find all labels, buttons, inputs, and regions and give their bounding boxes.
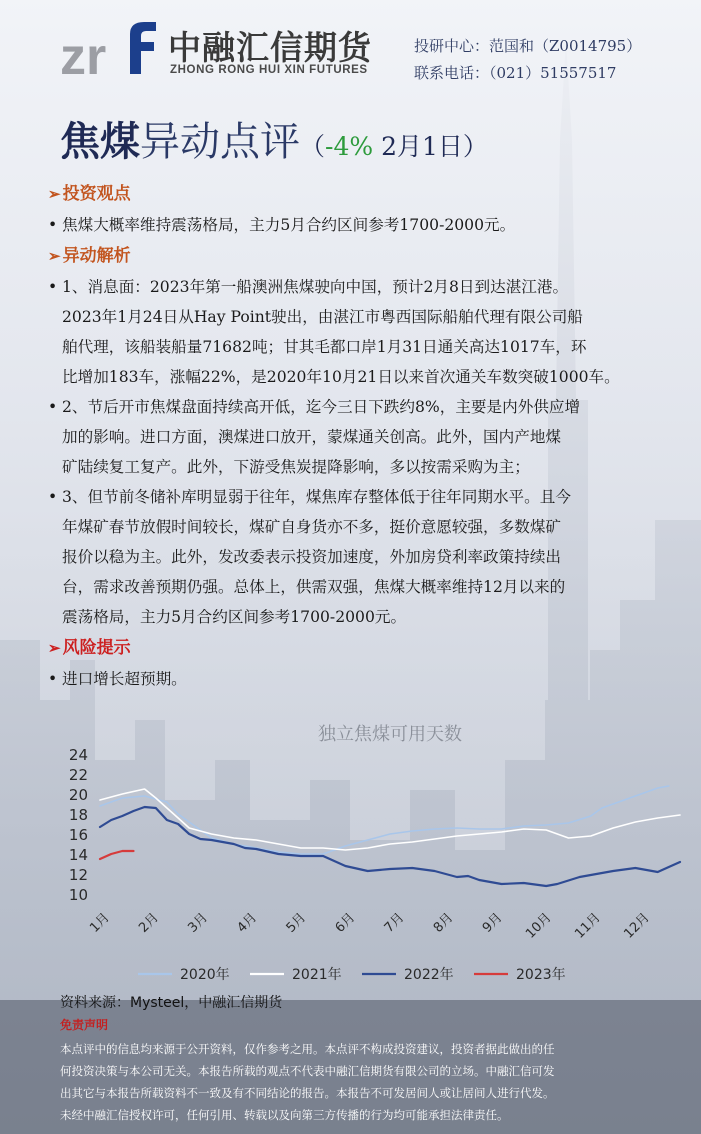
report-body (48, 178, 688, 694)
x-tick-label: 2月 (136, 910, 162, 936)
view-paragraph (48, 210, 688, 240)
x-tick-label: 8月 (430, 910, 457, 936)
y-tick-label: 12 (68, 866, 88, 884)
company-logo-icon (60, 12, 160, 82)
x-tick-label: 7月 (381, 910, 408, 936)
y-tick-label: 18 (68, 806, 88, 824)
analysis-item (48, 482, 688, 632)
x-tick-label: 6月 (332, 910, 359, 936)
phone-line: 联系电话：（021）51557517 (414, 64, 617, 82)
disclaimer-line: 出其它与本报告所载资料不一致及有不同结论的报告。本报告不可发居间人或让居间人进行代发。 (60, 1086, 555, 1100)
title-paren: （ (300, 132, 326, 161)
coking-coal-days-chart (50, 712, 690, 992)
y-tick-label: 22 (68, 766, 88, 784)
svg-text:zr: zr (60, 28, 107, 82)
arrow-right-icon: ➢ (48, 185, 61, 203)
series-line (100, 807, 680, 886)
title-subject: 异动点评 (140, 119, 300, 165)
analysis-heading-text: 异动解析 (62, 246, 131, 266)
view-text: 焦煤大概率维持震荡格局，主力5月合约区间参考1700-2000元。 (62, 216, 516, 234)
analysis-line: 年煤矿春节放假时间较长，煤矿自身货亦不多，挺价意愿较强，多数煤矿 (62, 518, 562, 536)
series-line (100, 851, 134, 859)
arrow-right-icon: ➢ (48, 247, 61, 265)
legend-label: 2023年 (516, 967, 566, 983)
y-tick-label: 24 (68, 746, 88, 764)
legend-label: 2022年 (404, 967, 454, 983)
logo-english-name: ZHONG RONG HUI XIN FUTURES (170, 64, 368, 76)
disclaimer-line: 未经中融汇信授权许可，任何引用、转载以及向第三方传播的行为均可能承担法律责任。 (60, 1108, 509, 1122)
x-tick-label: 9月 (479, 910, 506, 936)
analysis-line: 舶代理，该船装船量71682吨；甘其毛都口岸1月31日通关高达1017车，环 (62, 338, 587, 356)
bullet-icon: • (48, 488, 58, 506)
analysis-line: 2、节后开市焦煤盘面持续高开低，迄今三日下跌约8%，主要是内外供应增 (62, 398, 581, 416)
x-tick-label: 5月 (283, 910, 310, 936)
x-tick-label: 1月 (87, 910, 113, 936)
x-tick-label: 10月 (523, 910, 555, 942)
y-tick-label: 16 (68, 826, 88, 844)
y-tick-label: 10 (68, 886, 88, 904)
bullet-icon: • (48, 278, 58, 296)
legend-label: 2021年 (292, 967, 342, 983)
risk-heading-text: 风险提示 (62, 638, 131, 658)
disclaimer-line: 何投资决策与本公司无关。本报告所载的观点不代表中融汇信期货有限公司的立场。中融汇信可发 (60, 1064, 555, 1078)
bullet-icon: • (48, 670, 58, 688)
contact-info (414, 33, 641, 87)
disclaimer-line: 本点评中的信息均来源于公开资料，仅作参考之用。本点评不构成投资建议，投资者据此做出的任 (60, 1042, 555, 1056)
chart-title: 独立焦煤可用天数 (318, 724, 462, 745)
arrow-right-icon: ➢ (48, 639, 61, 657)
risk-paragraph (48, 664, 688, 694)
header (0, 0, 701, 100)
analysis-line: 矿陆续复工复产。此外，下游受焦炭提降影响，多以按需采购为主； (62, 458, 530, 476)
x-tick-label: 3月 (185, 910, 212, 936)
series-line (100, 786, 669, 854)
logo-chinese-name: 中融汇信期货 (168, 28, 372, 67)
analysis-line: 2023年1月24日从Hay Point驶出，由湛江市粤西国际船舶代理有限公司船 (62, 308, 583, 326)
data-source: 资料来源：Mysteel，中融汇信期货 (60, 995, 283, 1011)
x-tick-label: 4月 (234, 910, 261, 936)
title-change: -4% (325, 132, 374, 161)
risk-heading (48, 632, 688, 664)
title-meta (300, 132, 488, 161)
analysis-line: 3、但节前冬储补库明显弱于往年，煤焦库存整体低于往年同期水平。且今 (62, 488, 571, 506)
bullet-icon: • (48, 398, 58, 416)
disclaimer-title: 免责声明 (60, 1018, 109, 1032)
analysis-item (48, 272, 688, 392)
disclaimer-text (60, 1038, 660, 1126)
analysis-heading (48, 240, 688, 272)
title-commodity: 焦煤 (60, 118, 140, 165)
bullet-icon: • (48, 216, 58, 234)
analysis-line: 震荡格局，主力5月合约区间参考1700-2000元。 (62, 608, 407, 626)
x-tick-label: 12月 (621, 910, 653, 942)
analysis-line: 1、消息面：2023年第一船澳洲焦煤驶向中国，预计2月8日到达湛江港。 (62, 278, 569, 296)
analysis-line: 比增加183车，涨幅22%，是2020年10月21日以来首次通关车数突破1000车。 (62, 368, 620, 386)
title-date: 2月1日） (373, 132, 488, 161)
page-title (60, 110, 488, 167)
analysis-line: 报价以稳为主。此外，发改委表示投资加速度，外加房贷利率政策持续出 (62, 548, 562, 566)
analysis-item (48, 392, 688, 482)
view-heading-text: 投资观点 (62, 184, 131, 204)
analysis-line: 台，需求改善预期仍强。总体上，供需双强，焦煤大概率维持12月以来的 (62, 578, 566, 596)
y-tick-label: 20 (68, 786, 88, 804)
x-tick-label: 11月 (572, 910, 604, 942)
view-heading (48, 178, 688, 210)
analyst-line: 投研中心：范国和（Z0014795） (414, 37, 642, 55)
legend-label: 2020年 (180, 967, 230, 983)
y-tick-label: 14 (68, 846, 88, 864)
analysis-line: 加的影响。进口方面，澳煤进口放开，蒙煤通关创高。此外，国内产地煤 (62, 428, 562, 446)
risk-text: 进口增长超预期。 (62, 670, 187, 688)
